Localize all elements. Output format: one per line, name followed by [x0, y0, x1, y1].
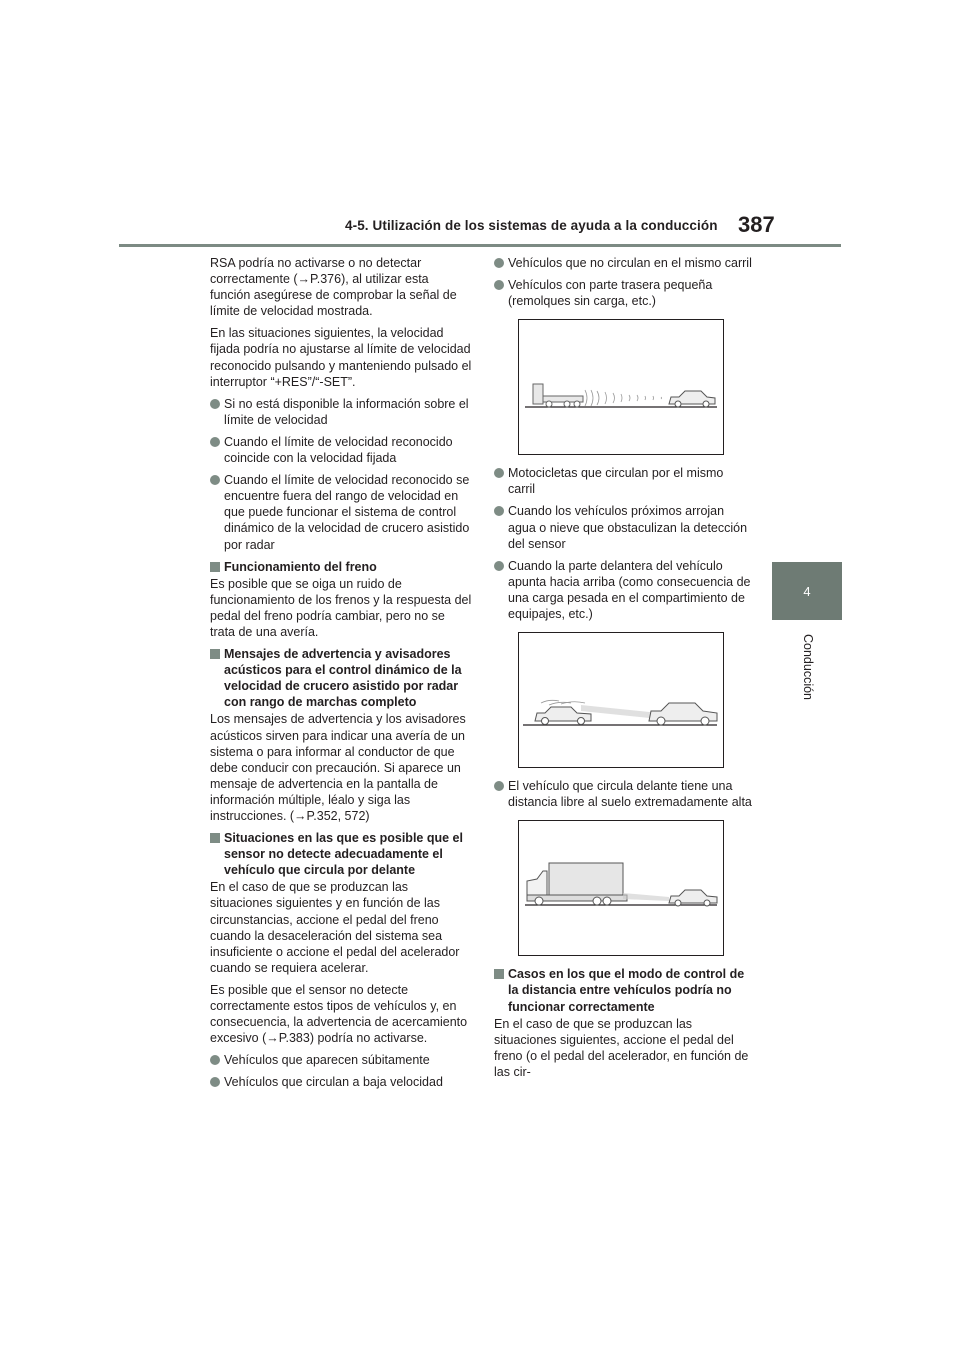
section-heading-text: Mensajes de advertencia y avisadores acústicos para el control dinámico de la velocidad de crucero asistido por radar con rango de marchas completo [224, 647, 462, 710]
illustration-trailer-radar [518, 319, 724, 455]
section-heading [210, 830, 472, 878]
left-column [210, 255, 472, 1097]
section-heading [210, 559, 472, 575]
section-heading-text: Casos en los que el modo de control de la distancia entre vehículos podría no funcionar correctamente [508, 967, 745, 1014]
bullet-icon [494, 258, 504, 268]
paragraph: En las situaciones siguientes, la velocidad fijada podría no ajustarse al límite de velocidad reconocido pulsando y manteniendo pulsado el interruptor “+RES”/“-SET”. [210, 326, 472, 389]
square-bullet-icon [210, 649, 220, 659]
bullet-icon [494, 781, 504, 791]
bullet-item [210, 1074, 472, 1090]
square-bullet-icon [494, 969, 504, 979]
bullet-text: Cuando el límite de velocidad reconocido coincide con la velocidad fijada [224, 434, 453, 466]
chapter-label: Conducción [801, 633, 815, 700]
bullet-icon [210, 475, 220, 485]
bullet-icon [494, 280, 504, 290]
illustration-spray-radar [518, 632, 724, 768]
bullet-item [494, 255, 752, 271]
bullet-icon [210, 399, 220, 409]
bullet-item [494, 778, 752, 810]
bullet-text: Vehículos que circulan a baja velocidad [224, 1075, 443, 1090]
bullet-text: Vehículos que aparecen súbitamente [224, 1053, 430, 1068]
bullet-item [494, 277, 752, 309]
header-rule [119, 244, 841, 247]
bullet-item [494, 465, 752, 497]
page-number: 387 [738, 212, 775, 237]
chapter-side-label [796, 628, 818, 708]
bullet-text: Cuando la parte delantera del vehículo apunta hacia arriba (como consecuencia de una carga pesada en el compartimiento de equipajes, etc.) [508, 558, 751, 622]
bullet-text: Vehículos que no circulan en el mismo carril [508, 256, 752, 270]
bullet-icon [494, 468, 504, 478]
section-heading [210, 646, 472, 710]
bullet-item [494, 558, 752, 622]
bullet-item [210, 396, 472, 428]
chapter-number: 4 [803, 583, 811, 599]
bullet-text: Motocicletas que circulan por el mismo carril [508, 466, 724, 497]
bullet-text: Vehículos con parte trasera pequeña (remolques sin carga, etc.) [508, 278, 713, 309]
illustration-truck-radar [518, 820, 724, 956]
bullet-text: El vehículo que circula delante tiene una distancia libre al suelo extremadamente alta [508, 779, 752, 810]
bullet-icon [210, 1055, 220, 1065]
bullet-item [210, 434, 472, 466]
bullet-icon [210, 437, 220, 447]
bullet-icon [494, 506, 504, 516]
section-heading-text: Situaciones en las que es posible que el sensor no detecte adecuadamente el vehículo que circula por delante [224, 831, 463, 878]
bullet-icon [494, 561, 504, 571]
square-bullet-icon [210, 833, 220, 843]
bullet-text: Si no está disponible la información sobre el límite de velocidad [224, 396, 469, 427]
bullet-item [494, 503, 752, 551]
bullet-item [210, 1052, 472, 1068]
paragraph: En el caso de que se produzcan las situaciones siguientes, accione el pedal del freno (o el pedal del acelerador, en función de las cir- [494, 1016, 749, 1079]
chapter-tab [772, 562, 842, 620]
section-heading-text: Funcionamiento del freno [224, 559, 377, 574]
paragraph: Es posible que el sensor no detecte correctamente estos tipos de vehículos y, en consecuencia, la advertencia de acercamiento excesivo (→P.383) podría no activarse. [210, 982, 468, 1046]
paragraph: Es posible que se oiga un ruido de funcionamiento de los frenos y la respuesta del pedal del freno podría cambiar, pero no se trata de una avería. [210, 576, 472, 639]
bullet-text: Cuando los vehículos próximos arrojan agua o nieve que obstaculizan la detección del sensor [508, 504, 748, 551]
section-heading [494, 966, 752, 1014]
paragraph: Los mensajes de advertencia y los avisadores acústicos sirven para indicar una avería de un sistema o para informar al conductor de que debe conducir con precaución. Si aparece un mensaje de advertencia en la pantalla de información múltiple, léalo y siga las instrucciones. (→P.352, 572) [210, 712, 466, 823]
paragraph: En el caso de que se produzcan las situaciones siguientes y en función de las circunstancias, accione el pedal del freno cuando la desaceleración del sistema sea insuficiente o accione el pedal del acelerador cuando se requiera acelerar. [210, 880, 460, 975]
bullet-icon [210, 1077, 220, 1087]
section-title: 4-5. Utilización de los sistemas de ayuda a la conducción [345, 218, 718, 233]
square-bullet-icon [210, 562, 220, 572]
right-column [494, 255, 752, 1086]
bullet-text: Cuando el límite de velocidad reconocido se encuentre fuera del rango de velocidad en que puede funcionar el sistema de control dinámico de la velocidad de crucero asistido por radar [224, 473, 470, 552]
bullet-item [210, 472, 472, 552]
paragraph: RSA podría no activarse o no detectar correctamente (→P.376), al utilizar esta función asegúrese de comprobar la señal de límite de velocidad mostrada. [210, 256, 457, 319]
